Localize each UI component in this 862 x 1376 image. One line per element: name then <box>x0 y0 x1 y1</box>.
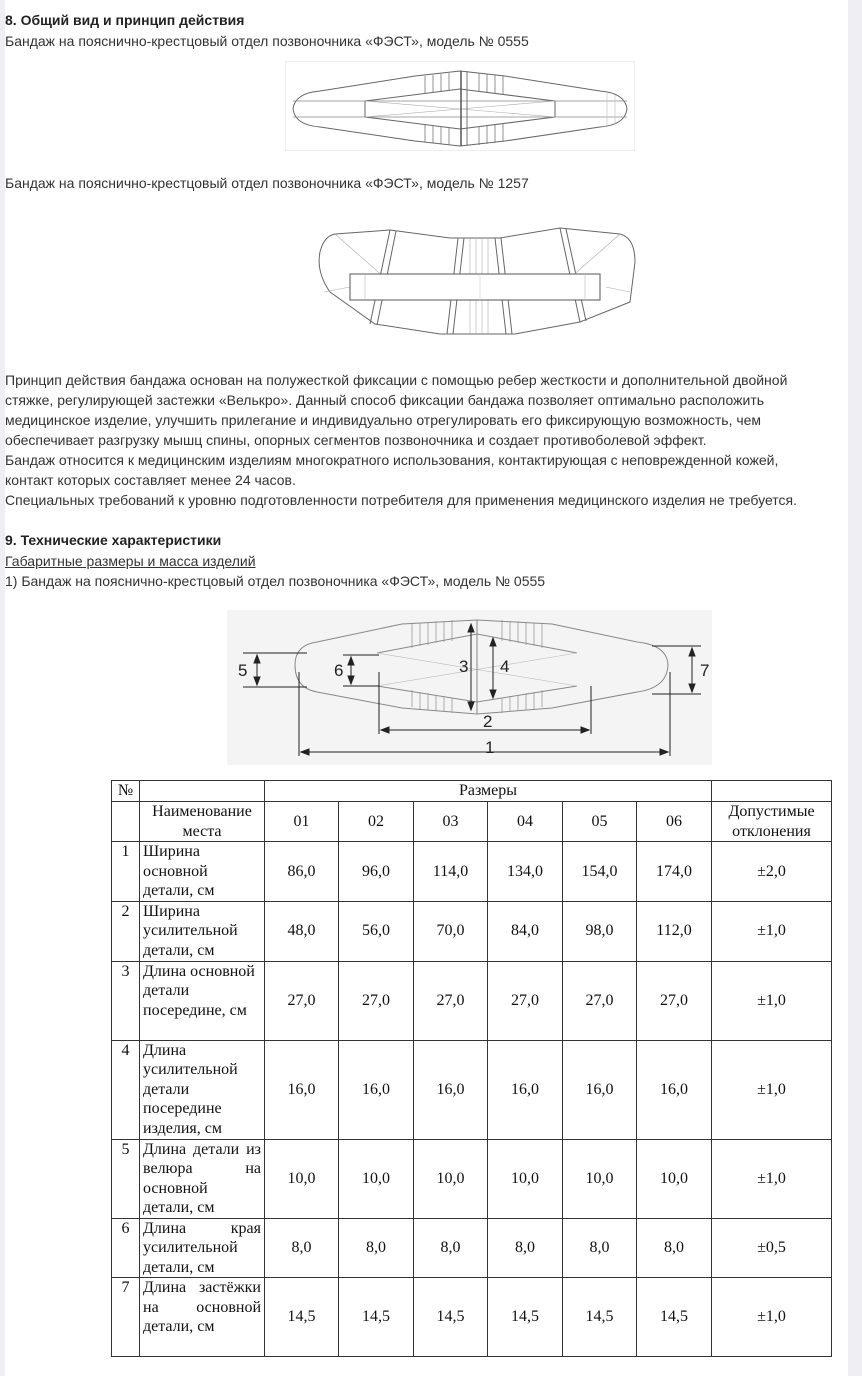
header-size: 03 <box>414 802 488 842</box>
header-size: 06 <box>637 802 712 842</box>
header-size: 01 <box>265 802 339 842</box>
bandage-1257-drawing <box>310 222 645 337</box>
bandage-0555-drawing <box>285 61 635 151</box>
header-size: 04 <box>488 802 563 842</box>
principle-paragraph <box>5 370 845 510</box>
table-row: 1 Ширина основной детали, см 86,0 96,0 114,0 134,0 154,0 174,0 ±2,0 <box>112 842 832 902</box>
dim-label-3: 3 <box>459 657 469 676</box>
paragraph-line: обеспечивает разгрузку мышц спины, опорных сегментов позвоночника и создает противоболевой эффект. <box>5 432 707 448</box>
dim-label-5: 5 <box>238 661 248 680</box>
paragraph-line: медицинское изделие, улучшить прилегание и индивидуально отрегулировать его фиксирующую возможность, чем <box>5 412 762 428</box>
table-row: 2 Ширина усилительной детали, см 48,0 56,0 70,0 84,0 98,0 112,0 ±1,0 <box>112 901 832 961</box>
header-name: Наименование места <box>140 802 265 842</box>
dimensions-table <box>111 780 832 1357</box>
dim-label-4: 4 <box>500 657 510 676</box>
item-1-caption: 1) Бандаж на пояснично-крестцовый отдел позвоночника «ФЭСТ», модель № 0555 <box>5 573 546 589</box>
table-row: 5 Длина детали из велюра на основной детали, см 10,0 10,0 10,0 10,0 10,0 10,0 ±1,0 <box>112 1139 832 1218</box>
table-subheader-row <box>112 802 832 842</box>
header-sizes: Размеры <box>265 781 712 802</box>
table-header-row <box>112 781 832 802</box>
dim-label-1: 1 <box>485 738 495 757</box>
paragraph-line: Бандаж относится к медицинским изделиям многократного использования, контактирующая с неповрежденной кожей, <box>5 452 779 468</box>
model-0555-caption: Бандаж на пояснично-крестцовый отдел позвоночника «ФЭСТ», модель № 0555 <box>5 33 529 49</box>
paragraph-line: Специальных требований к уровню подготовленности потребителя для применения медицинского изделия не требуется. <box>5 492 797 508</box>
dim-label-7: 7 <box>700 661 710 680</box>
header-size: 02 <box>339 802 414 842</box>
header-tolerance: Допустимые отклонения <box>712 802 832 842</box>
paragraph-line: стяжке, регулирующей застежки «Велькро». Данный способ фиксации бандажа позволяет оптимально расположить <box>5 392 765 408</box>
table-row: 7 Длина застёжки на основной детали, см 14,5 14,5 14,5 14,5 14,5 14,5 ±1,0 <box>112 1278 832 1357</box>
dim-label-2: 2 <box>483 712 493 731</box>
table-row: 3 Длина основной детали посередине, см 27,0 27,0 27,0 27,0 27,0 27,0 ±1,0 <box>112 961 832 1040</box>
dimension-diagram <box>227 610 712 765</box>
dimensions-subheading: Габаритные размеры и масса изделий <box>5 553 256 569</box>
header-no: № <box>112 781 140 802</box>
dim-label-6: 6 <box>334 661 344 680</box>
model-1257-caption: Бандаж на пояснично-крестцовый отдел позвоночника «ФЭСТ», модель № 1257 <box>5 175 529 191</box>
paragraph-line: контакт которых составляет менее 24 часов. <box>5 472 296 488</box>
table-row: 6 Длина края усилительной детали, см 8,0 8,0 8,0 8,0 8,0 8,0 ±0,5 <box>112 1218 832 1278</box>
section-9-heading: 9. Технические характеристики <box>5 532 222 548</box>
header-size: 05 <box>563 802 637 842</box>
paragraph-line: Принцип действия бандажа основан на полужесткой фиксации с помощью ребер жесткости и дополнительной двойной <box>5 372 788 388</box>
table-row: 4 Длина усилительной детали посередине изделия, см 16,0 16,0 16,0 16,0 16,0 16,0 ±1,0 <box>112 1040 832 1139</box>
section-8-heading: 8. Общий вид и принцип действия <box>5 12 245 28</box>
document-page <box>5 0 848 1376</box>
